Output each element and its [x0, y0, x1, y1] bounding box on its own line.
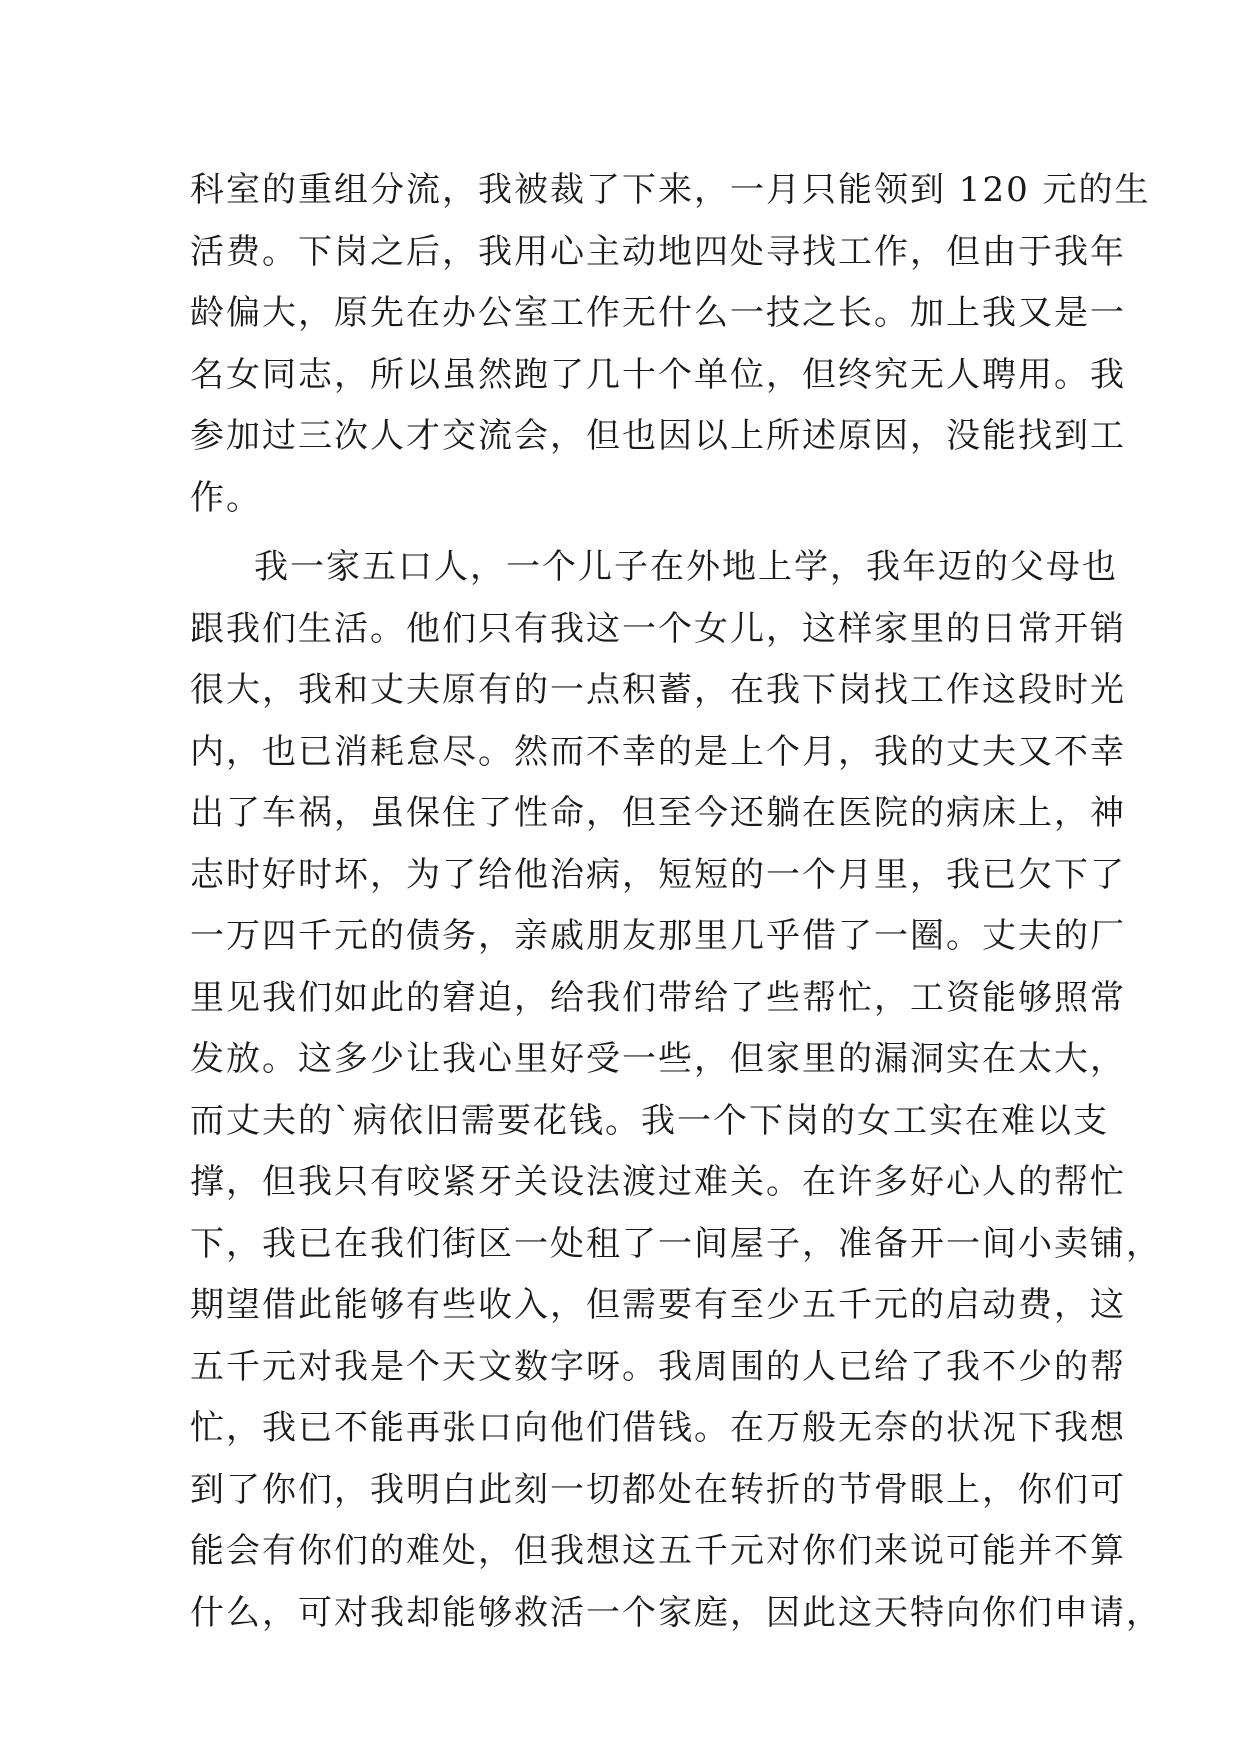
text-line: 五千元对我是个天文数字呀。我周围的人已给了我不少的帮 [190, 1346, 1126, 1387]
text-line: 发放。这多少让我心里好受一些，但家里的漏洞实在太大， [190, 1039, 1126, 1079]
text-line: 能会有你们的难处，但我想这五千元对你们来说可能并不算 [190, 1531, 1126, 1571]
text-line: 内，也已消耗怠尽。然而不幸的是上个月，我的丈夫又不幸 [190, 731, 1126, 772]
text-line: 志时好时坏，为了给他治病，短短的一个月里，我已欠下了 [190, 854, 1126, 895]
paragraph-2 [190, 537, 1162, 1644]
text-line: 而丈夫的`病依旧需要花钱。我一个下岗的女工实在难以支 [190, 1100, 1109, 1141]
text-line: 忙，我已不能再张口向他们借钱。在万般无奈的状况下我想 [190, 1408, 1126, 1448]
text-line: 我一家五口人，一个儿子在外地上学，我年迈的父母也 [254, 547, 1118, 587]
text-line: 跟我们生活。他们只有我这一个女儿，这样家里的日常开销 [190, 608, 1126, 649]
text-line: 龄偏大，原先在办公室工作无什么一技之长。加上我又是一 [190, 293, 1126, 333]
text-line: 下，我已在我们街区一处租了一间屋子，准备开一间小卖铺， [190, 1223, 1162, 1264]
text-line: 出了车祸，虽保住了性命，但至今还躺在医院的病床上，神 [190, 793, 1126, 833]
text-line: 到了你们，我明白此刻一切都处在转折的节骨眼上，你们可 [190, 1469, 1126, 1510]
text-line: 名女同志，所以虽然跑了几十个单位，但终究无人聘用。我 [190, 354, 1126, 395]
document-body [190, 160, 1162, 1644]
text-line: 一万四千元的债务，亲戚朋友那里几乎借了一圈。丈夫的厂 [190, 916, 1126, 956]
text-line: 撑，但我只有咬紧牙关设法渡过难关。在许多好心人的帮忙 [190, 1162, 1126, 1202]
text-line: 活费。下岗之后，我用心主动地四处寻找工作，但由于我年 [190, 231, 1126, 272]
text-line: 期望借此能够有些收入，但需要有至少五千元的启动费，这 [190, 1285, 1126, 1325]
text-line: 里见我们如此的窘迫，给我们带给了些帮忙，工资能够照常 [190, 977, 1126, 1018]
text-line: 作。 [190, 477, 262, 518]
text-line: 科室的重组分流，我被裁了下来，一月只能领到 120 元的生 [190, 170, 1151, 210]
paragraph-1 [190, 160, 1151, 529]
text-line: 参加过三次人才交流会，但也因以上所述原因，没能找到工 [190, 416, 1126, 456]
text-line: 什么，可对我却能够救活一个家庭，因此这天特向你们申请， [190, 1592, 1162, 1633]
text-line: 很大，我和丈夫原有的一点积蓄，在我下岗找工作这段时光 [190, 670, 1126, 710]
